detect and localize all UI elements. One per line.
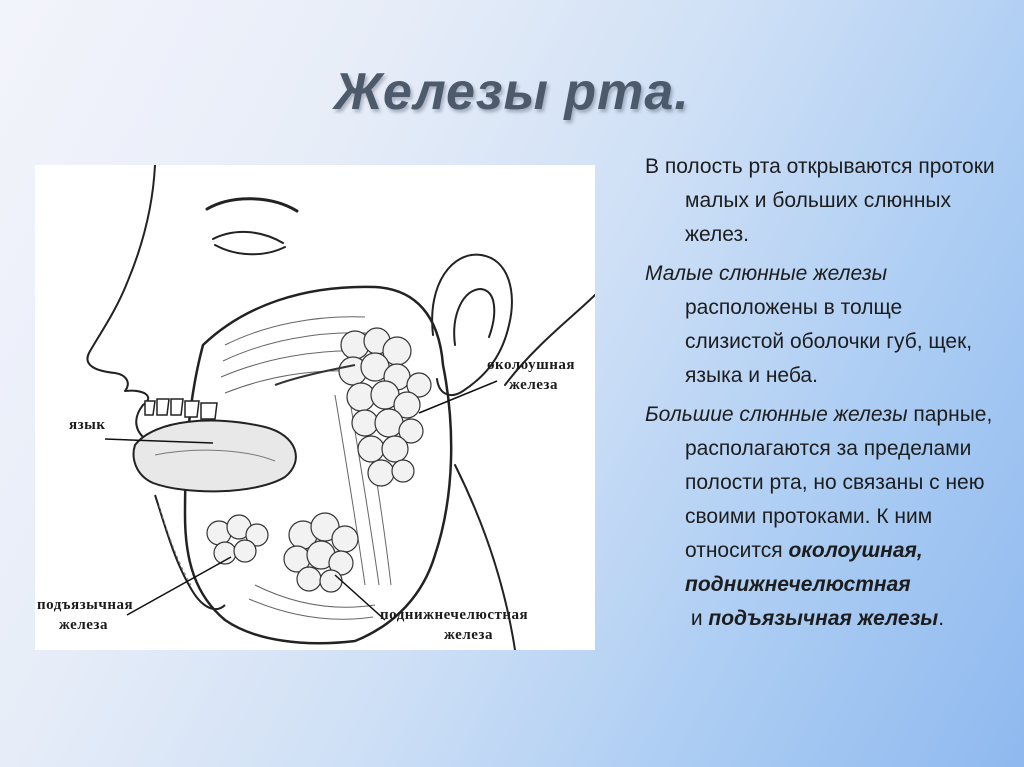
conjunction-and: и xyxy=(685,607,709,630)
slide-title: Железы рта. xyxy=(334,63,690,121)
label-sublingual-line1: подъязычная xyxy=(37,597,134,613)
gland-parotid: околоушная, xyxy=(788,539,923,562)
major-glands-description: парные, располагаются за пределами полости рта, но связаны с нею своими протоками. К ним относится xyxy=(685,403,993,562)
gland-submandibular: поднижнечелюстная xyxy=(685,573,911,596)
paragraph-minor-glands xyxy=(645,257,1000,393)
label-parotid-line1: околоушная xyxy=(487,357,576,373)
minor-glands-description: расположены в толще слизистой оболочки губ, щек, языка и неба. xyxy=(685,296,973,387)
label-submandibular-line2: железа xyxy=(444,627,493,643)
label-sublingual xyxy=(37,595,133,635)
label-tongue: язык xyxy=(69,417,106,433)
anatomy-figure xyxy=(35,165,595,650)
minor-glands-term: Малые слюнные железы xyxy=(645,262,888,285)
paragraph-intro: В полость рта открываются протоки малых и больших слюнных желез. xyxy=(645,155,995,246)
slide-body-text xyxy=(645,150,1000,641)
mouth-glands-illustration xyxy=(35,165,595,650)
label-submandibular xyxy=(380,605,528,645)
label-sublingual-line2: железа xyxy=(59,617,108,633)
label-parotid-line2: железа xyxy=(509,377,558,393)
gland-sublingual: подъязычная железы xyxy=(708,607,939,630)
paragraph-major-glands xyxy=(645,398,1000,636)
label-submandibular-line1: поднижнечелюстная xyxy=(380,607,529,623)
final-period: . xyxy=(938,607,945,630)
major-glands-term: Большие слюнные железы xyxy=(645,403,908,426)
label-parotid xyxy=(487,355,575,395)
